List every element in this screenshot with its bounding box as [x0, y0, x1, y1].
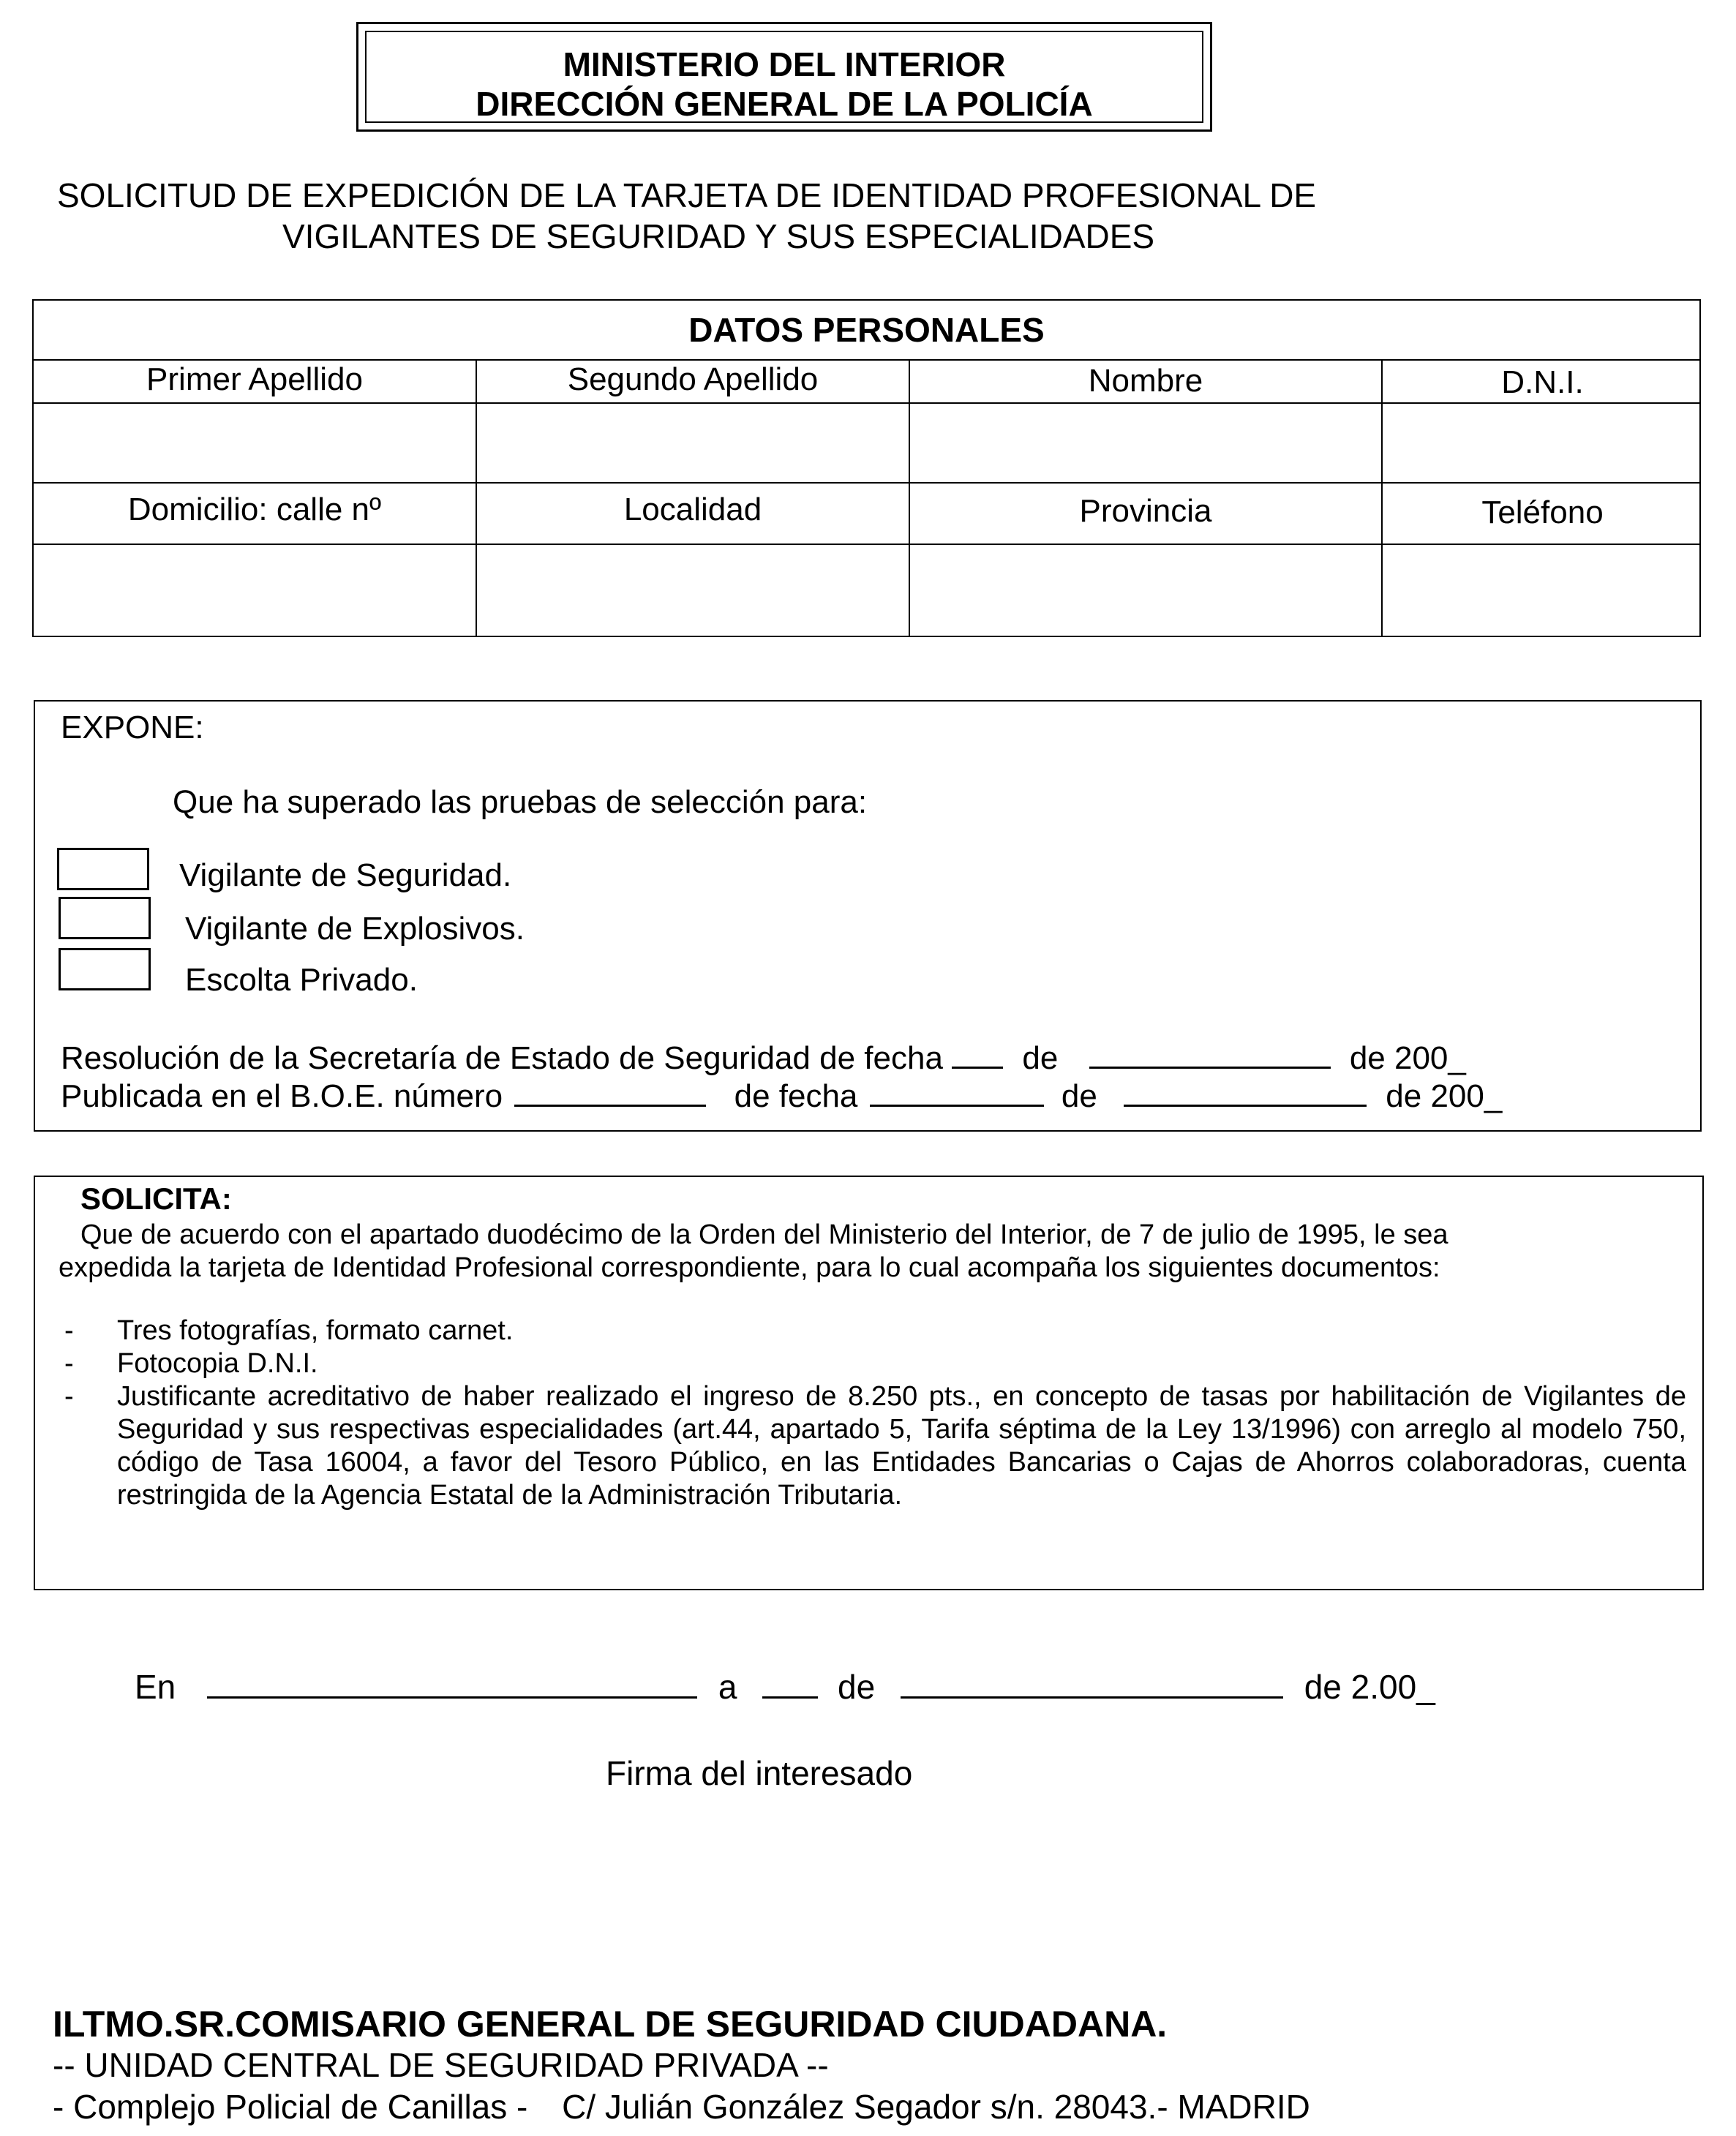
publicada-year: de 200_ [1386, 1078, 1503, 1114]
resolucion-de: de [1022, 1040, 1059, 1076]
address-street: C/ Julián González Segador s/n. 28043.- MADRID [562, 2088, 1310, 2126]
signature-year: de 2.00_ [1304, 1668, 1435, 1706]
resolucion-label: Resolución de la Secretaría de Estado de Seguridad de fecha [61, 1040, 943, 1076]
signature-day-field[interactable] [762, 1674, 818, 1699]
address-complex: - Complejo Policial de Canillas - [53, 2088, 528, 2126]
form-title-line2: VIGILANTES DE SEGURIDAD Y SUS ESPECIALIDADES [282, 217, 1155, 255]
addressee-title: ILTMO.SR.COMISARIO GENERAL DE SEGURIDAD CIUDADANA. [53, 2004, 1168, 2045]
label-segundo-apellido: Segundo Apellido [567, 361, 819, 397]
option-vigilante-seguridad: Vigilante de Seguridad. [179, 857, 512, 893]
resolucion-month-field[interactable] [1089, 1045, 1331, 1069]
directorate-name: DIRECCIÓN GENERAL DE LA POLICÍA [476, 85, 1093, 123]
document-item-dni: Fotocopia D.N.I. [117, 1348, 318, 1379]
input-dni[interactable] [1383, 404, 1702, 481]
resolucion-year: de 200_ [1349, 1040, 1466, 1076]
row-divider [34, 482, 1699, 484]
checkbox-vigilante-seguridad[interactable] [57, 848, 149, 890]
checkbox-vigilante-explosivos[interactable] [59, 897, 151, 939]
label-localidad: Localidad [623, 492, 762, 527]
solicita-heading: SOLICITA: [80, 1181, 232, 1216]
publicada-label: Publicada en el B.O.E. número [61, 1078, 503, 1114]
input-telefono[interactable] [1383, 545, 1702, 637]
ministry-name: MINISTERIO DEL INTERIOR [563, 45, 1006, 83]
document-item [64, 1315, 1686, 1347]
input-nombre[interactable] [910, 404, 1381, 481]
document-item-fotografias: Tres fotografías, formato carnet. [117, 1315, 514, 1346]
document-item [64, 1347, 1686, 1380]
publicada-de: de [1061, 1078, 1097, 1114]
expone-section [34, 700, 1702, 1132]
signature-de: de [837, 1668, 876, 1706]
firma-interesado: Firma del interesado [606, 1754, 913, 1792]
publicada-de-fecha: de fecha [734, 1078, 858, 1114]
input-domicilio[interactable] [34, 545, 476, 637]
input-provincia[interactable] [910, 545, 1381, 637]
bullet-dash: - [64, 1348, 74, 1379]
expone-heading: EXPONE: [61, 710, 204, 745]
header-box [356, 22, 1212, 132]
input-segundo-apellido[interactable] [477, 404, 909, 481]
signature-a: a [718, 1668, 737, 1706]
publicada-month-field[interactable] [1124, 1083, 1367, 1107]
document-item-justificante: Justificante acreditativo de haber realizado el ingreso de 8.250 pts., en concepto de tasas por habilitación de Vigilantes de Seguridad y sus respectivas especialidades (art.44, apartado 5, Tarifa séptima de la Ley 13/1996) con arreglo al modelo 750, código de Tasa 16004, a favor del Tesoro Público, en las Entidades Bancarias o Cajas de Ahorros colaboradoras, cuenta restringida de la Agencia Estatal de la Administración Tributaria. [117, 1381, 1686, 1511]
checkbox-escolta-privado[interactable] [59, 948, 151, 990]
label-telefono: Teléfono [1481, 494, 1604, 530]
addressee-unit: -- UNIDAD CENTRAL DE SEGURIDAD PRIVADA -- [53, 2046, 829, 2084]
label-provincia: Provincia [1079, 493, 1212, 529]
boe-number-field[interactable] [514, 1083, 706, 1107]
signature-en: En [135, 1668, 176, 1706]
signature-place-field[interactable] [207, 1674, 697, 1699]
datos-personales-table [32, 299, 1701, 637]
expone-intro: Que ha superado las pruebas de selección para: [173, 784, 868, 820]
header-inner-border [365, 31, 1203, 123]
label-dni: D.N.I. [1501, 364, 1584, 400]
form-title-line1: SOLICITUD DE EXPEDICIÓN DE LA TARJETA DE IDENTIDAD PROFESIONAL DE [57, 176, 1317, 214]
signature-place-date-line [135, 1666, 1435, 1707]
resolucion-line [61, 1039, 1466, 1078]
label-domicilio: Domicilio: calle nº [127, 492, 382, 527]
solicita-paragraph-line1: Que de acuerdo con el apartado duodécimo de la Orden del Ministerio del Interior, de 7 de julio de 1995, le sea [80, 1219, 1448, 1250]
document-item [64, 1380, 1686, 1512]
resolucion-day-field[interactable] [952, 1045, 1003, 1069]
label-nombre: Nombre [1088, 363, 1203, 399]
solicita-paragraph-line2: expedida la tarjeta de Identidad Profesional correspondiente, para lo cual acompaña los siguientes documentos: [59, 1252, 1440, 1283]
input-localidad[interactable] [477, 545, 909, 637]
datos-personales-title: DATOS PERSONALES [34, 301, 1699, 361]
bullet-dash: - [64, 1315, 74, 1346]
input-primer-apellido[interactable] [34, 404, 476, 481]
bullet-dash: - [64, 1381, 74, 1412]
option-vigilante-explosivos: Vigilante de Explosivos. [185, 911, 525, 947]
publicada-line [61, 1078, 1502, 1116]
addressee-address [53, 2086, 1310, 2127]
label-primer-apellido: Primer Apellido [146, 361, 363, 397]
publicada-day-field[interactable] [870, 1083, 1044, 1107]
solicita-section [34, 1176, 1704, 1590]
signature-month-field[interactable] [901, 1674, 1283, 1699]
option-escolta-privado: Escolta Privado. [185, 962, 418, 998]
